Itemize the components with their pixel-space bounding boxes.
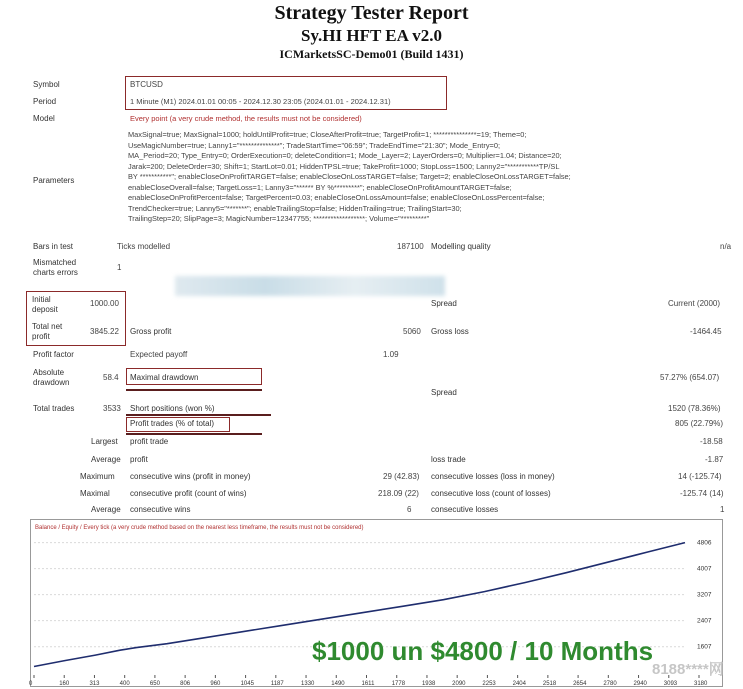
absolute-drawdown-label: Absolute drawdown [33,368,70,387]
x-tick-label: 313 [89,681,100,687]
average-profit-label: profit [130,455,148,464]
average-value: -1.87 [705,455,724,464]
short-underline [126,414,271,416]
y-tick-label: 3207 [697,591,712,599]
x-tick-label: 806 [180,681,191,687]
mismatched-label: Mismatched charts errors [33,258,78,277]
period-value: 1 Minute (M1) 2024.01.01 00:05 - 2024.12.30 23:05 (2024.01.01 - 2024.12.31) [130,97,391,106]
x-tick-label: 2253 [482,681,496,687]
y-tick-label: 2407 [697,617,712,625]
x-tick-label: 1778 [391,681,406,687]
gross-loss-label: Gross loss [431,327,469,336]
x-tick-label: 160 [59,681,70,687]
average-loss-label: loss trade [431,455,466,464]
y-tick-label: 1607 [697,643,712,651]
initial-label: Initial deposit [32,295,58,314]
symbol-label: Symbol [33,80,60,89]
x-tick-label: 2090 [452,681,466,687]
symbol-period-highlight [125,76,447,110]
maximal-losses-label: consecutive loss (count of losses) [431,489,551,498]
largest-value: -18.58 [700,437,723,446]
period-label: Period [33,97,57,106]
maximal-losses-value: -125.74 (14) [680,489,724,498]
mismatched-value: 1 [117,263,122,272]
net-profit-label: Total net profit [32,322,63,341]
drawdown-underline [126,389,262,391]
x-tick-label: 3093 [663,681,678,687]
total-trades-label: Total trades [33,404,75,413]
modeling-value: n/a [720,242,732,251]
symbol-value: BTCUSD [130,80,163,89]
parameter-line: MA_Period=20; Type_Entry=0; OrderExecution=0; deleteCondition=1; Mode_Layer=2; LayerOrders=0; Multiplier=1.04; Distance=20; [128,151,562,160]
parameter-line: Jarak=200; DeleteOrder=30; Shift=1; StartLot=0.01; HiddenTPSL=true; TakeProfit=1000; StopLoss=1500; Lanny2="***********TP/SL [128,161,560,171]
parameter-line: UseMagicNumber=true; Lanny1="**************"; TradeStartTime="06:59"; TradeEndTime="21:30"; Mode_Entry=0; [128,140,500,150]
net-profit-value: 3845.22 [90,327,119,336]
parameters-label: Parameters [33,176,75,185]
largest-profit-label: profit trade [130,437,169,446]
gross-loss-value: -1464.45 [690,327,722,336]
average-label: Average [91,455,121,464]
parameter-line: TrailingStep=20; SlipPage=3; MagicNumber=12347755; ******************; Volume="*********" [128,214,430,223]
absolute-drawdown-value: 58.4 [103,373,119,382]
relative-drawdown-value: 57.27% (654.07) [660,373,720,382]
max-losses-value: 14 (-125.74) [678,472,722,481]
gross-profit-label: Gross profit [130,327,172,336]
x-tick-label: 1611 [361,681,375,687]
max-losses-label: consecutive losses (loss in money) [431,472,555,481]
maximal-wins-value: 218.09 (22) [378,489,419,498]
bars-label: Bars in test [33,242,74,251]
maximal-drawdown-label: Maximal drawdown [130,373,199,382]
average-losses-value: 1 [720,505,725,514]
x-tick-label: 1938 [421,681,436,687]
profit-factor-value: Expected payoff [130,350,188,359]
x-tick-label: 2404 [512,681,526,687]
x-tick-label: 650 [149,681,160,687]
parameter-line: BY ***********"; enableCloseOnProfitTARGET=false; enableCloseOnLossTARGET=false; Target=2; enableCloseOnLossTARGET=false; [128,172,571,181]
x-tick-label: 3180 [694,681,708,687]
parameter-line: MaxSignal=true; MaxSignal=1000; holdUntilProfit=true; CloseAfterProfit=true; TargetProfit=1; ***************=19; Theme=0; [128,130,527,139]
profit-factor-label: Profit factor [33,350,74,359]
blurred-region [175,276,445,296]
parameter-line: enableCloseOnProfitPercent=false; TargetPercent=0.03; enableCloseOnLossAmount=false; enableCloseOnLossPercent=false; [128,193,545,202]
x-tick-label: 1045 [240,681,254,687]
ea-name: Sy.HI HFT EA v2.0 [301,26,442,45]
spread-top-value: Current (2000) [668,299,721,308]
x-tick-label: 1330 [301,681,315,687]
x-tick-label: 2940 [633,681,647,687]
x-tick-label: 2518 [542,681,557,687]
average-losses-label: consecutive losses [431,505,499,514]
x-tick-label: 0 [29,681,33,687]
model-value: Every point (a very crude method, the results must not be considered) [130,114,362,123]
x-tick-label: 2780 [603,681,617,687]
largest-label: Largest [91,437,118,446]
maximum-label: Maximum [80,472,115,481]
max-wins-label: consecutive wins (profit in money) [130,472,251,481]
watermark: 8188****网 [652,661,724,678]
average-consecutive-label: Average [91,505,121,514]
spread-label: Spread [431,388,457,397]
parameter-line: TrendChecker=true; Lanny5="*******"; enableTrailingStop=false; HiddenTrailing=true; TrailingStart=30; [128,203,462,213]
initial-value: 1000.00 [90,299,119,308]
bars-value: Ticks modelled [117,242,171,251]
report-title: Strategy Tester Report [274,2,469,24]
chart-title: Balance / Equity / Every tick (a very crude method based on the nearest less timeframe, the results must not be considered) [35,525,364,531]
y-tick-label: 4007 [697,565,712,573]
parameter-line: enableCloseOverall=false; TargetLoss=1; Lanny3="****** BY %*********"; enableCloseOnProfitAmountTARGET=false; [128,182,512,192]
profit-trades-value: 805 (22.79%) [675,419,724,428]
x-tick-label: 1490 [331,681,345,687]
x-tick-label: 1187 [270,681,284,687]
maximal-wins-label: consecutive profit (count of wins) [130,489,247,498]
short-positions-value: 1520 (78.36%) [668,404,721,413]
expected-payoff-value: 1.09 [383,350,399,359]
x-tick-label: 2654 [573,681,587,687]
server-name: ICMarketsSC-Demo01 (Build 1431) [279,47,464,61]
ticks-value: 187100 [397,242,424,251]
total-trades-value: 3533 [103,404,121,413]
promo-text: $1000 un $4800 / 10 Months [312,636,654,666]
average-wins-label: consecutive wins [130,505,191,514]
maximal-label: Maximal [80,489,110,498]
short-positions-label: Short positions (won %) [130,404,215,413]
spread-top-label: Spread [431,299,457,308]
x-tick-label: 960 [210,681,221,687]
parameters-list [128,130,733,225]
average-wins-value: 6 [407,505,412,514]
gross-profit-value: 5060 [403,327,421,336]
x-tick-label: 400 [119,681,130,687]
profit-trades-label: Profit trades (% of total) [130,419,215,428]
max-wins-value: 29 (42.83) [383,472,420,481]
modeling-label: Modelling quality [431,242,491,251]
drawdown-highlight [126,368,262,385]
model-label: Model [33,114,55,123]
profit-trades-underline [126,433,262,435]
y-tick-label: 4806 [697,539,712,547]
